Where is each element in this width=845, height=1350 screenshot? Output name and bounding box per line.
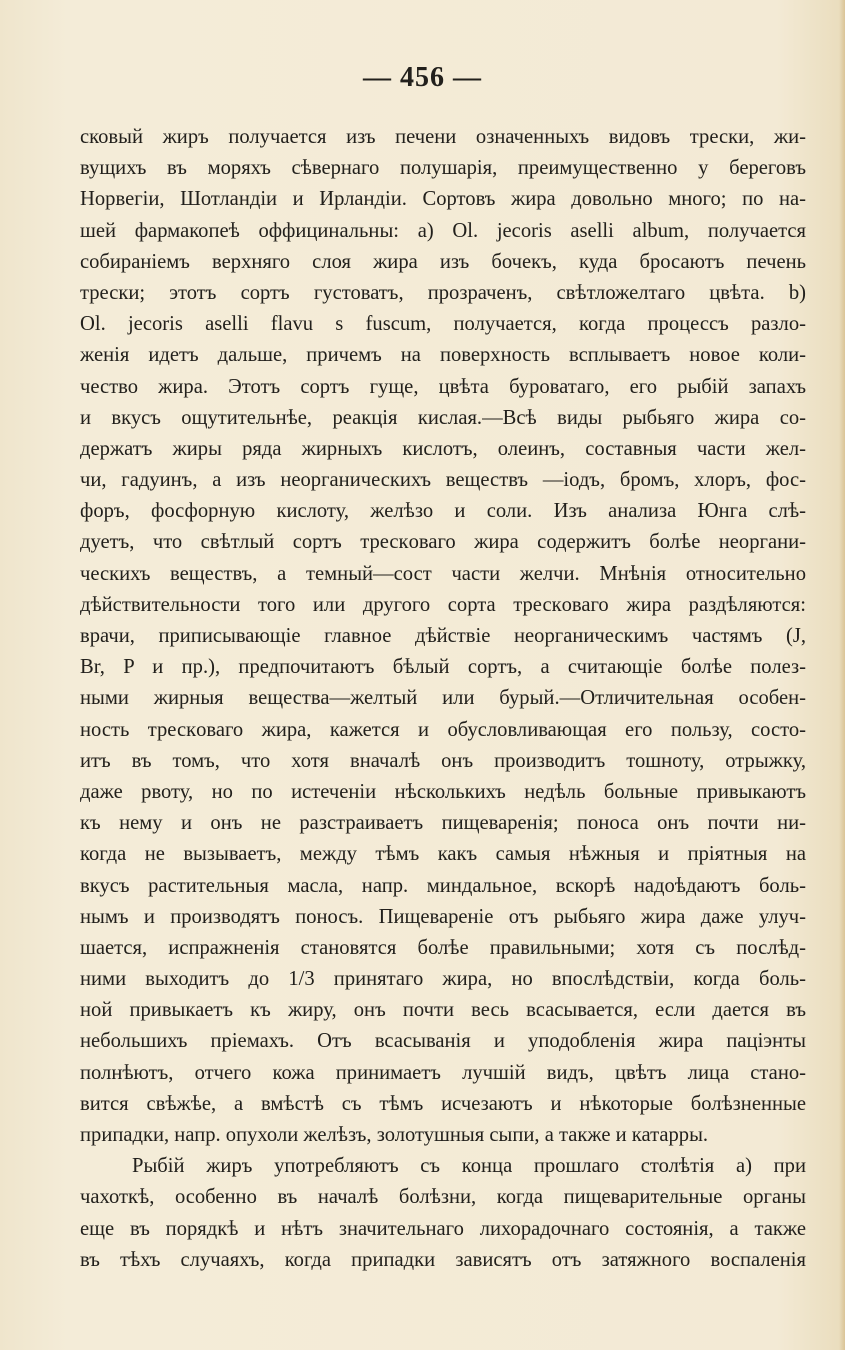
text-line: форъ, фосфорную кислоту, желѣзо и соли. Изъ анализа Юнга слѣ- (80, 500, 806, 523)
text-line: вкусъ растительныя масла, напр. миндальное, вскорѣ надоѣдаютъ боль- (80, 874, 806, 897)
text-line: нымъ и производятъ поносъ. Пищевареніе отъ рыбьяго жира даже улуч- (80, 905, 806, 928)
text-line: даже рвоту, но по истеченіи нѣсколькихъ недѣль больные привыкаютъ (80, 780, 806, 803)
text-line: чество жира. Этотъ сортъ гуще, цвѣта буроватаго, его рыбій запахъ (80, 375, 806, 398)
text-line: въ тѣхъ случаяхъ, когда припадки зависятъ отъ затяжного воспаленія (80, 1248, 806, 1271)
text-line: держатъ жиры ряда жирныхъ кислотъ, олеинъ, составныя части жел- (80, 437, 806, 460)
text-line: чи, гадуинъ, а изъ неорганическихъ веществъ —іодъ, бромъ, хлоръ, фос- (80, 469, 806, 492)
text-line: Норвегіи, Шотландіи и Ирландіи. Сортовъ жира довольно много; по на- (80, 188, 806, 211)
text-line: еще въ порядкѣ и нѣтъ значительнаго лихорадочнаго состоянія, а также (80, 1217, 806, 1240)
text-line: и вкусъ ощутительнѣе, реакція кислая.—Всѣ виды рыбьяго жира со- (80, 406, 806, 429)
page-edge-shadow (839, 0, 845, 1350)
text-line: вущихъ въ моряхъ сѣвернаго полушарія, преимущественно у береговъ (80, 157, 806, 180)
text-line: чахоткѣ, особенно въ началѣ болѣзни, когда пищеварительные органы (80, 1186, 806, 1209)
text-line: когда не вызываетъ, между тѣмъ какъ самыя нѣжныя и пріятныя на (80, 843, 806, 866)
text-line: Br, P и пр.), предпочитаютъ бѣлый сортъ, а считающіе болѣе полез- (80, 656, 806, 679)
text-line: собираніемъ верхняго слоя жира изъ бочекъ, куда бросаютъ печень (80, 250, 806, 273)
text-line: Рыбій жиръ употребляютъ съ конца прошлаго столѣтія а) при (132, 1155, 806, 1178)
page-number: — 456 — (363, 62, 482, 93)
text-line: вится свѣжѣе, а вмѣстѣ съ тѣмъ исчезаютъ и нѣкоторые болѣзненные (80, 1092, 806, 1115)
text-line: врачи, приписывающіе главное дѣйствіе неорганическимъ частямъ (J, (80, 625, 806, 647)
body-text (80, 122, 806, 1276)
text-line: ной привыкаетъ къ жиру, онъ почти весь всасывается, если дается въ (80, 999, 806, 1022)
text-line: итъ въ томъ, что хотя вначалѣ онъ производитъ тошноту, отрыжку, (80, 749, 806, 772)
text-line: небольшихъ пріемахъ. Отъ всасыванія и уподобленія жира паціэнты (80, 1030, 806, 1053)
text-line: къ нему и онъ не разстраиваетъ пищеваренія; поноса онъ почти ни- (80, 812, 806, 835)
text-line: дуетъ, что свѣтлый сортъ трескoваго жира содержитъ болѣе неоргани- (80, 531, 806, 554)
text-line: дѣйствительности того или другого сорта трескoваго жира раздѣляются: (80, 593, 806, 616)
text-line: ными жирныя вещества—желтый или бурый.—Отличительная особен- (80, 687, 806, 710)
text-line: шается, испражненія становятся болѣе правильными; хотя съ послѣд- (80, 936, 806, 959)
text-line: сковый жиръ получается изъ печени означенныхъ видовъ трески, жи- (80, 126, 806, 148)
text-line: ность трескoваго жира, кажется и обусловливающая его пользу, состо- (80, 718, 806, 741)
text-line: ческихъ веществъ, а темный—сост части желчи. Мнѣнія относительно (80, 562, 806, 585)
text-line: шей фармакопеѣ оффицинальны: а) Ol. jecoris aselli album, получается (80, 219, 806, 242)
text-line: женія идетъ дальше, причемъ на поверхность всплываетъ новое коли- (80, 344, 806, 367)
text-line: полнѣютъ, отчего кожа принимаетъ лучшій видъ, цвѣтъ лица стано- (80, 1061, 806, 1084)
text-line: ними выходитъ до 1/3 принятаго жира, но впослѣдствіи, когда боль- (80, 968, 806, 991)
text-line: припадки, напр. опухоли желѣзъ, золотушныя сыпи, а также и катарры. (80, 1124, 709, 1146)
text-line: Ol. jecoris aselli flavu s fuscum, получается, когда процессъ разло- (80, 313, 806, 336)
text-line: трески; этотъ сортъ густоватъ, прозраченъ, свѣтложелтаго цвѣта. b) (80, 281, 806, 304)
